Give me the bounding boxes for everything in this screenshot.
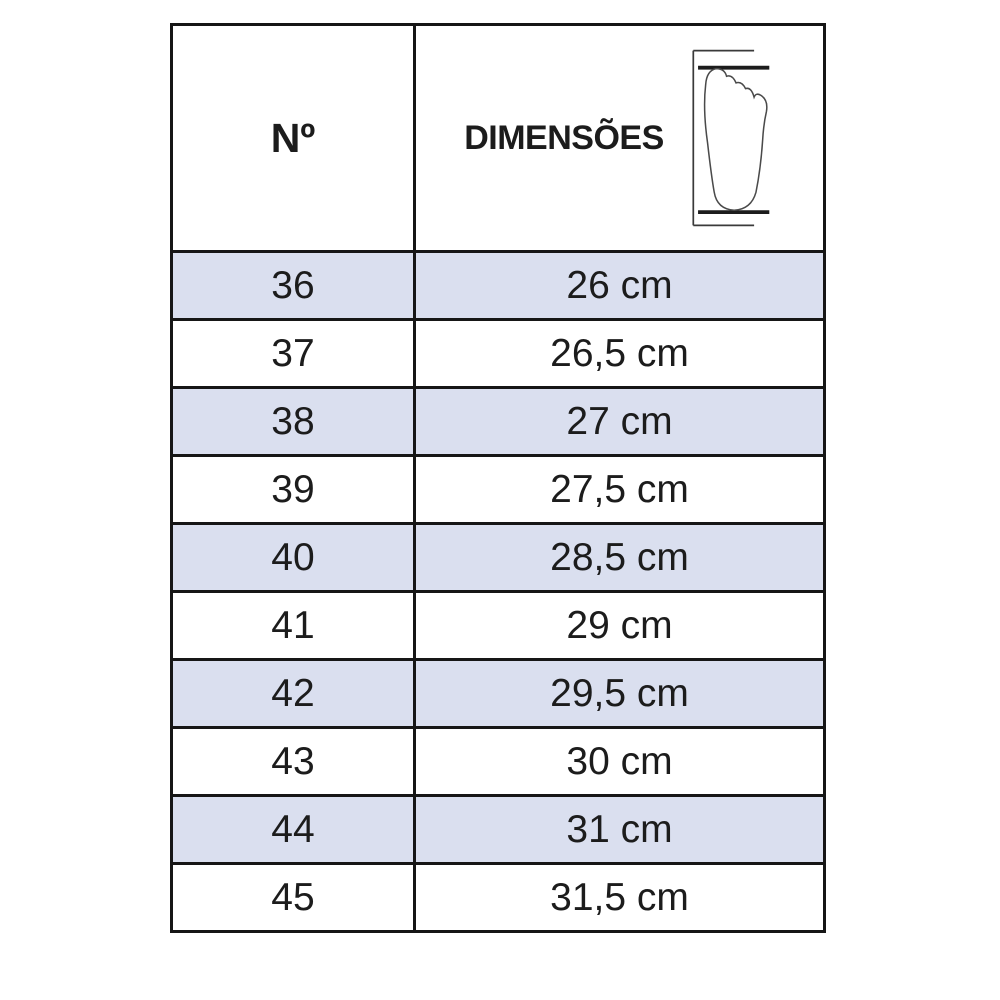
table-row — [172, 320, 825, 388]
size-cell: 37 — [172, 320, 415, 388]
table-row — [172, 524, 825, 592]
table-row — [172, 388, 825, 456]
size-cell: 42 — [172, 660, 415, 728]
dimension-cell: 26 cm — [415, 252, 825, 320]
table-row — [172, 728, 825, 796]
dimension-cell: 27 cm — [415, 388, 825, 456]
size-cell: 39 — [172, 456, 415, 524]
header-cell-dimensions — [415, 25, 825, 252]
size-cell: 44 — [172, 796, 415, 864]
table-row — [172, 660, 825, 728]
dimensions-column-label: DIMENSÕES — [464, 118, 664, 157]
size-table — [170, 23, 826, 933]
table-body — [172, 252, 825, 932]
size-cell: 38 — [172, 388, 415, 456]
size-cell: 45 — [172, 864, 415, 932]
size-cell: 36 — [172, 252, 415, 320]
header-row — [172, 25, 825, 252]
table-row — [172, 864, 825, 932]
header-cell-size — [172, 25, 415, 252]
dimension-cell: 30 cm — [415, 728, 825, 796]
size-cell: 41 — [172, 592, 415, 660]
dimension-cell: 29,5 cm — [415, 660, 825, 728]
table-row — [172, 592, 825, 660]
dimension-cell: 26,5 cm — [415, 320, 825, 388]
dimensions-header-content — [416, 26, 823, 250]
dimension-cell: 29 cm — [415, 592, 825, 660]
dimension-cell: 27,5 cm — [415, 456, 825, 524]
size-column-label: Nº — [270, 114, 316, 161]
table-row — [172, 252, 825, 320]
table-row — [172, 456, 825, 524]
dimension-cell: 28,5 cm — [415, 524, 825, 592]
foot-measure-icon — [680, 43, 775, 233]
dimension-cell: 31,5 cm — [415, 864, 825, 932]
size-cell: 43 — [172, 728, 415, 796]
table-header — [172, 25, 825, 252]
dimension-cell: 31 cm — [415, 796, 825, 864]
size-cell: 40 — [172, 524, 415, 592]
table-row — [172, 796, 825, 864]
